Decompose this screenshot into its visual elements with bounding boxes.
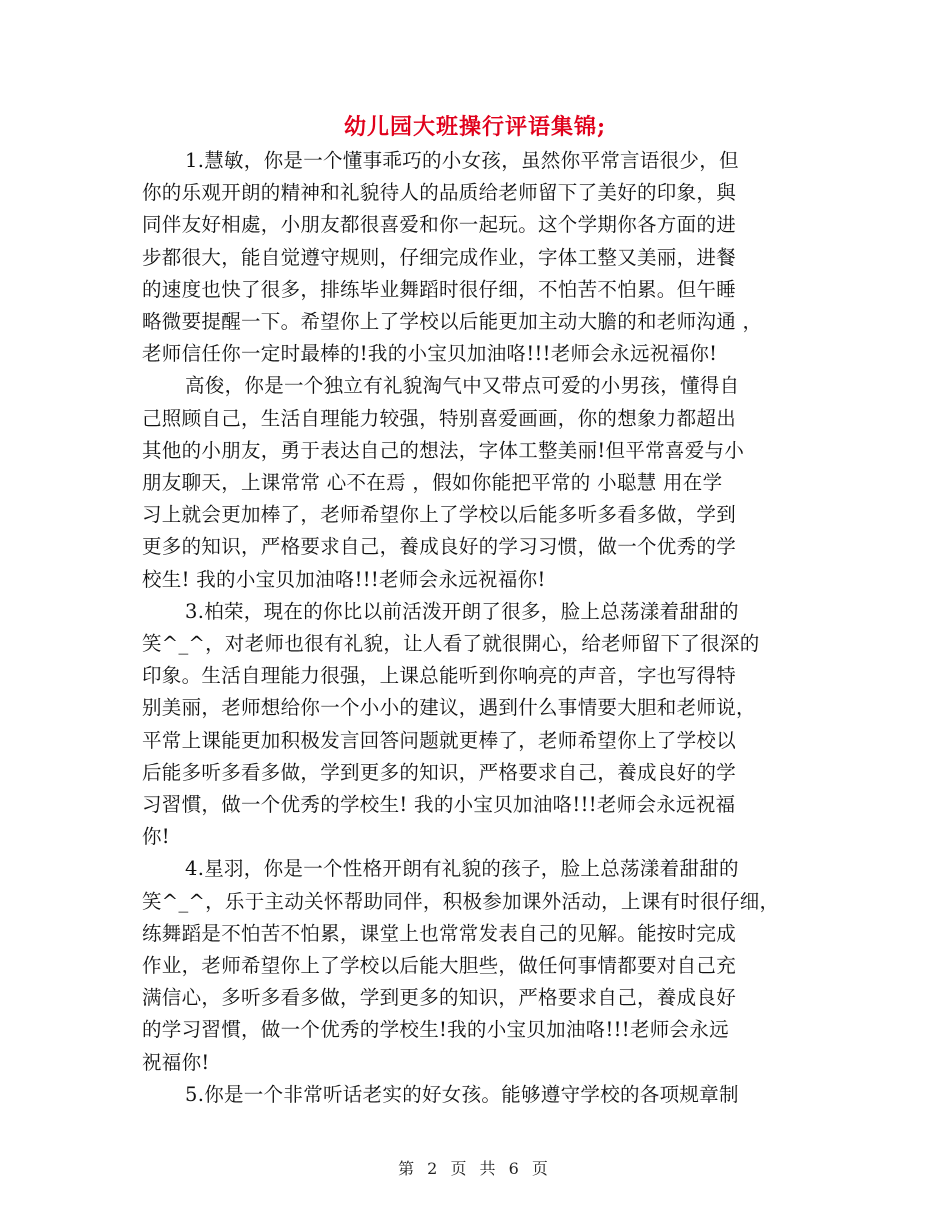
text-line: 练舞蹈是不怕苦不怕累，课堂上也常常发表自己的见解。能按时完成 [142, 922, 737, 945]
text-line: 4.星羽，你是一个性格开朗有礼貌的孩子，脸上总荡漾着甜甜的 [185, 857, 739, 880]
text-line: 朋友聊天，上课常常 心不在焉 ，假如你能把平常的 小聪慧 用在学 [142, 471, 723, 494]
text-line: 5.你是一个非常听话老实的好女孩。能够遵守学校的各项规章制 [185, 1083, 739, 1106]
text-line: 己照顾自己，生活自理能力较强，特别喜爱画画，你的想象力都超出 [142, 407, 737, 430]
text-line: 更多的知识，严格要求自己，養成良好的学习习惯，做一个优秀的学 [142, 535, 737, 558]
text-line: 其他的小朋友，勇于表达自己的想法，字体工整美丽!但平常喜爱与小 [142, 439, 745, 462]
text-line: 笑^_^，乐于主动关怀帮助同伴，积极参加课外活动，上课有时很仔细， [142, 890, 780, 913]
text-line: 习習慣，做一个优秀的学校生! 我的小宝贝加油咯!!!老师会永远祝福 [142, 793, 736, 816]
text-line: 你的乐观开朗的精神和礼貌待人的品质给老师留下了美好的印象，與 [142, 181, 737, 204]
text-line: 满信心，多听多看多做，学到更多的知识，严格要求自己，養成良好 [142, 986, 737, 1009]
text-line: 作业，老师希望你上了学校以后能大胆些，做任何事情都要对自己充 [142, 954, 737, 977]
text-line: 习上就会更加棒了，老师希望你上了学校以后能多听多看多做，学到 [142, 503, 737, 526]
text-line: 印象。生活自理能力很强，上课总能听到你响亮的声音，字也写得特 [142, 664, 737, 687]
text-line: 略微要提醒一下。希望你上了学校以后能更加主动大膽的和老师沟通 ， [142, 310, 763, 333]
text-line: 老师信任你一定时最棒的!我的小宝贝加油咯!!!老师会永远祝福你! [142, 342, 718, 365]
text-line: 校生! 我的小宝贝加油咯!!!老师会永远祝福你! [142, 568, 546, 591]
text-line: 平常上课能更加积极发言回答问题就更棒了，老师希望你上了学校以 [142, 729, 737, 752]
text-line: 1.慧敏，你是一个懂事乖巧的小女孩，虽然你平常言语很少，但 [185, 149, 739, 172]
text-line: 笑^_^，对老师也很有礼貌，让人看了就很開心，给老师留下了很深的 [142, 632, 760, 655]
text-line: 3.柏荣，現在的你比以前活泼开朗了很多，脸上总荡漾着甜甜的 [185, 600, 739, 623]
text-line: 高俊，你是一个独立有礼貌淘气中又带点可爱的小男孩，懂得自 [185, 374, 740, 397]
text-line: 后能多听多看多做，学到更多的知识，严格要求自己，養成良好的学 [142, 761, 737, 784]
text-line: 你! [142, 825, 170, 848]
text-line: 步都很大，能自觉遵守规则，仔细完成作业，字体工整又美丽，进餐 [142, 246, 737, 269]
page-footer: 第 2 页 共 6 页 [398, 1159, 552, 1178]
text-line: 的速度也快了很多，排练毕业舞蹈时很仔细，不怕苦不怕累。但午睡 [142, 278, 737, 301]
text-line: 的学习習慣，做一个优秀的学校生!我的小宝贝加油咯!!!老师会永远 [142, 1018, 729, 1041]
text-line: 别美丽，老师想给你一个小小的建议，遇到什么事情要大胆和老师说， [142, 696, 756, 719]
text-line: 同伴友好相處，小朋友都很喜爱和你一起玩。这个学期你各方面的进 [142, 213, 737, 236]
document-title: 幼儿园大班操行评语集锦; [343, 114, 607, 140]
text-line: 祝福你! [142, 1051, 210, 1074]
